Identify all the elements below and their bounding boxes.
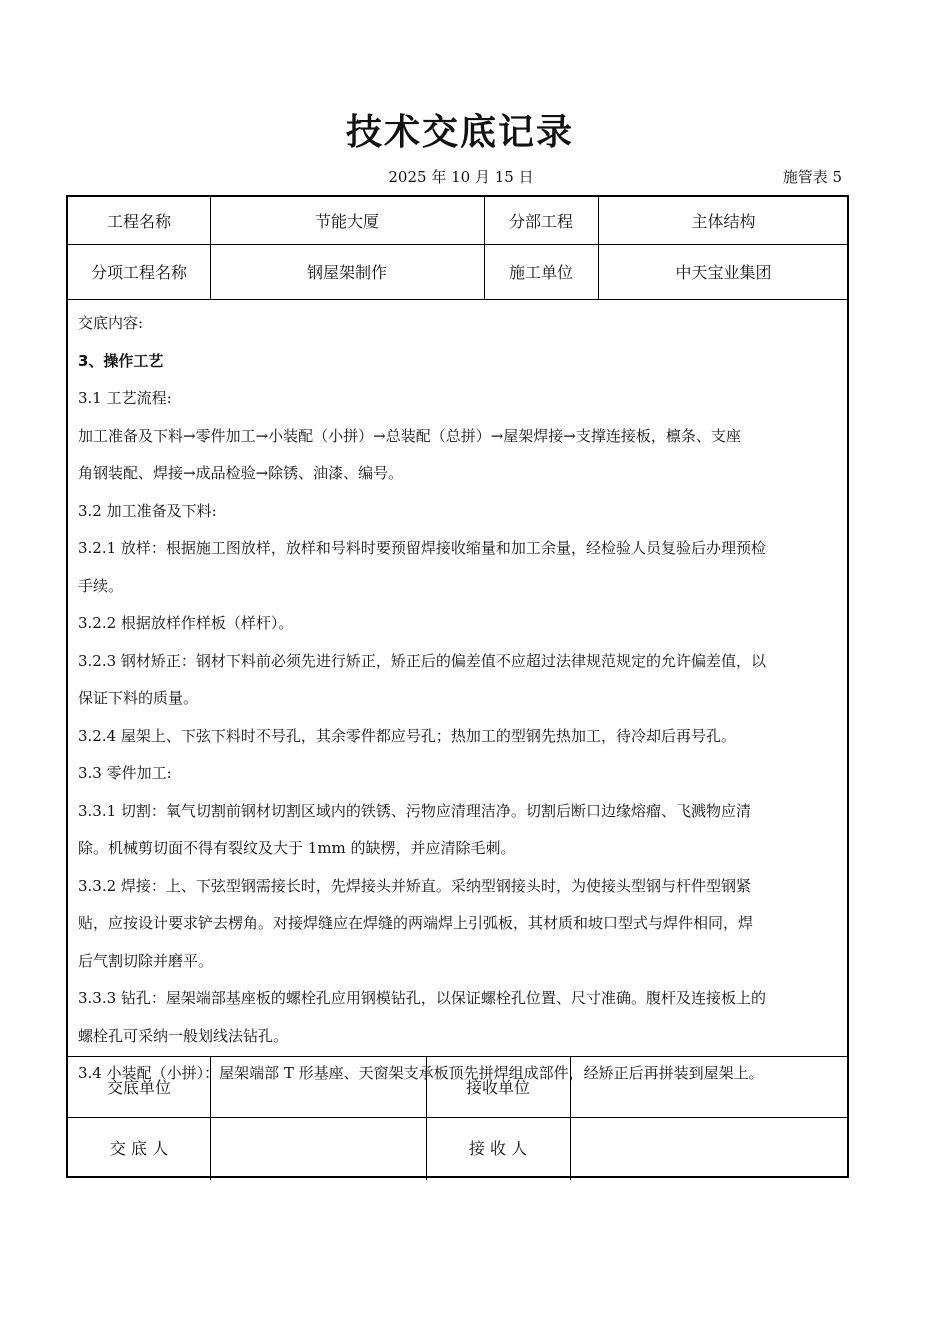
- content-line: 3.2 加工准备及下料:: [78, 501, 217, 520]
- construction-unit-value: 中天宝业集团: [675, 263, 772, 282]
- content-line: 3.3.1 切割：氧气切割前钢材切割区域内的铁锈、污物应清理洁净。切割后断口边缘熔瘤、飞溅物应清: [78, 801, 751, 820]
- row-divider: [68, 299, 847, 300]
- content-line: 加工准备及下料→零件加工→小装配（小拼）→总装配（总拼）→屋架焊接→支撑连接板，檩条、支座: [78, 426, 741, 445]
- division-label: 分部工程: [508, 212, 573, 231]
- receive-unit-label: 接收单位: [465, 1078, 530, 1097]
- item-name-value: 钢屋架制作: [306, 263, 387, 282]
- handover-unit-label: 交底单位: [106, 1078, 171, 1097]
- content-line: 3.1 工艺流程:: [78, 389, 172, 407]
- content-line: 手续。: [78, 576, 124, 595]
- document-date: 2025 年 10 月 15 日: [388, 168, 534, 186]
- form-number: 施管表 5: [782, 168, 842, 186]
- division-value: 主体结构: [691, 212, 756, 231]
- content-line: 3.3.3 钻孔：屋架端部基座板的螺栓孔应用钢模钻孔，以保证螺栓孔位置、尺寸准确。腹杆及连接板上的: [78, 989, 766, 1007]
- project-name-label: 工程名称: [106, 212, 171, 231]
- content-line: 3.2.1 放样：根据施工图放样，放样和号料时要预留焊接收缩量和加工余量，经检验人员复验后办理预检: [78, 539, 766, 557]
- content-line: 后气割切除并磨平。: [78, 951, 214, 970]
- content-line: 3.3.2 焊接：上、下弦型钢需接长时，先焊接头并矫直。采纳型钢接头时，为使接头型钢与杆件型钢紧: [78, 876, 751, 895]
- construction-unit-label: 施工单位: [508, 263, 573, 282]
- content-line: 3.3 零件加工:: [78, 764, 172, 782]
- document-title: 技术交底记录: [345, 112, 574, 153]
- handover-unit-value[interactable]: [210, 1056, 426, 1117]
- content-line: 3.2.3 钢材矫正：钢材下料前必须先进行矫正，矫正后的偏差值不应超过法律规范规定的允许偏差值，以: [78, 651, 766, 670]
- project-name-value: 节能大厦: [314, 212, 379, 231]
- receiver-value[interactable]: [570, 1117, 849, 1178]
- handover-content: [78, 305, 839, 1093]
- handover-person-label: 交 底 人: [109, 1139, 169, 1158]
- content-line: 3.2.4 屋架上、下弦下料时不号孔，其余零件都应号孔；热加工的型钢先热加工，待冷却后再号孔。: [78, 726, 736, 745]
- content-line: 交底内容:: [78, 314, 144, 332]
- record-table: [66, 195, 849, 1178]
- content-line: 3.4 小装配（小拼）：屋架端部 T 形基座、天窗架支承板顶先拼焊组成部件，经矫正后再拼装到屋架上。: [78, 1064, 764, 1082]
- content-line: 角钢装配、焊接→成品检验→除锈、油漆、编号。: [78, 464, 404, 482]
- handover-person-value[interactable]: [210, 1117, 426, 1178]
- receiver-label: 接 收 人: [468, 1139, 528, 1158]
- content-line: 螺栓孔可采纳一般划线法钻孔。: [78, 1026, 289, 1045]
- item-name-label: 分项工程名称: [90, 263, 187, 282]
- content-line: 贴，应按设计要求铲去楞角。对接焊缝应在焊缝的两端焊上引弧板，其材质和坡口型式与焊件相同，焊: [78, 914, 754, 932]
- content-line: 除。机械剪切面不得有裂纹及大于 1mm 的缺楞，并应清除毛刺。: [78, 839, 516, 857]
- content-line: 3.2.2 根据放样作样板（样杆）。: [78, 614, 294, 632]
- receive-unit-value[interactable]: [570, 1056, 849, 1117]
- content-line: 保证下料的质量。: [78, 689, 199, 707]
- section-heading: 3、操作工艺: [78, 351, 164, 370]
